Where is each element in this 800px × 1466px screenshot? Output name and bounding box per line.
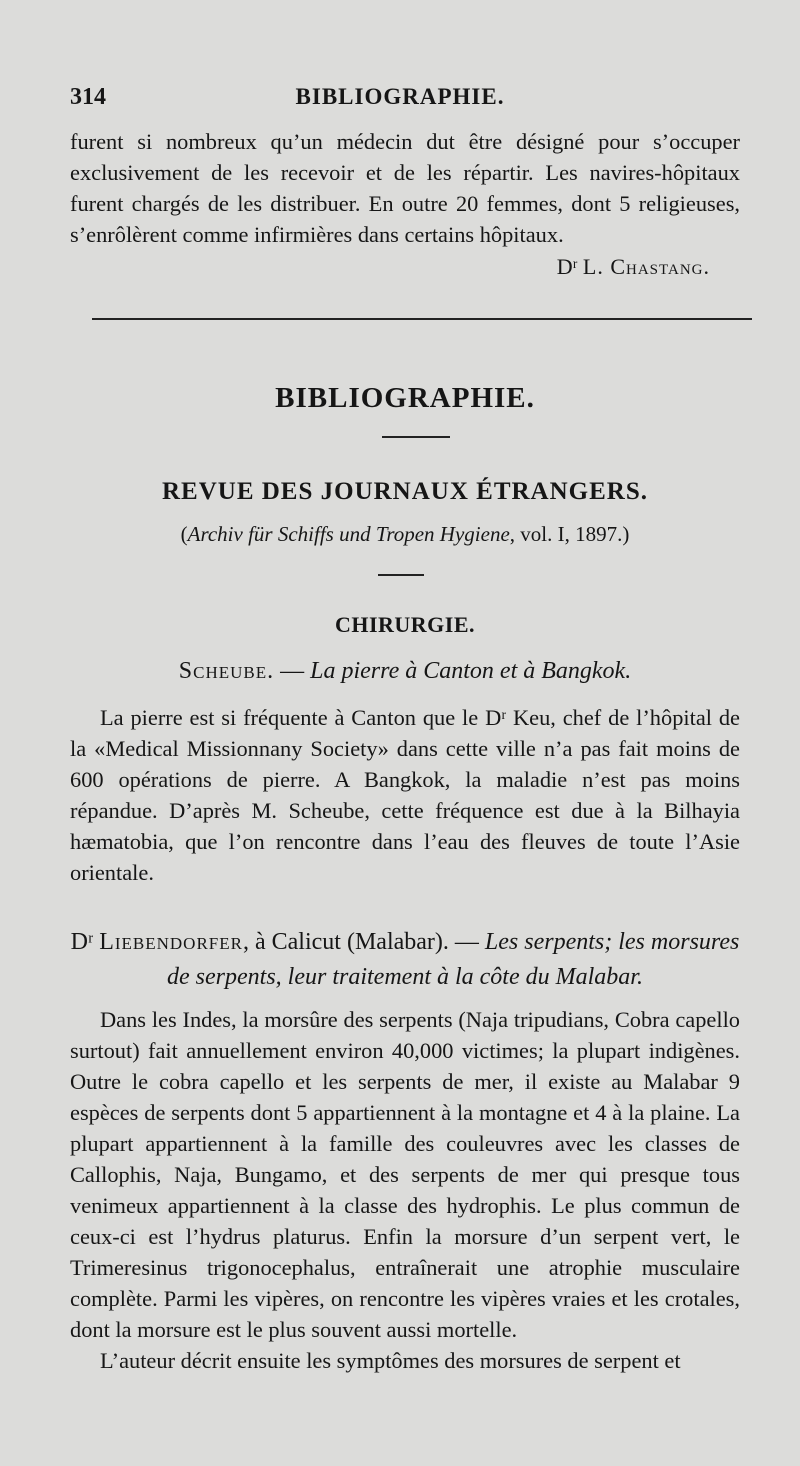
section-subtitle: REVUE DES JOURNAUX ÉTRANGERS. (161, 478, 648, 505)
article1-author: Scheube. (178, 658, 275, 684)
signature-name: L. Chastang. (582, 254, 710, 279)
source-short-rule (378, 574, 424, 576)
article2-title: Les serpents; les morsures de serpents, leur traitement à la côte du Malabar. (167, 929, 740, 990)
intro-paragraph: furent si nombreux qu’un médecin dut être désigné pour s’occuper exclusivement de les recevoir et de les répartir. Les navires-hôpitaux furent chargés de les distribuer. En outre 20 femmes, dont 5 religieuses, s’enrôlèrent comme infirmières dans certains hôpitaux. (70, 129, 740, 247)
section-divider-rule (92, 318, 752, 320)
article1-paragraph: La pierre est si fréquente à Canton que le Dʳ Keu, chef de l’hôpital de la «Medical Missionnany Society» dans cette ville n’a pas fait moins de 600 opérations de pierre. A Bangkok, la maladie n’est pas moins répandue. D’après M. Scheube, cette fréquence est due à la Bilhayia hæmatobia, que l’on rencontre dans l’eau des fleuves de toute l’Asie orientale. (70, 705, 740, 885)
source-journal: Archiv für Schiffs und Tropen Hygiene (187, 522, 510, 546)
category-heading: CHIRURGIE. (334, 612, 476, 637)
title-short-rule (382, 436, 450, 438)
signature (557, 254, 710, 280)
article2-paragraph-2: L’auteur décrit ensuite les symptômes des morsures de serpent et (100, 1348, 681, 1373)
article1-body (70, 702, 740, 888)
intro-paragraph-block (70, 126, 740, 250)
section-title: BIBLIOGRAPHIE. (275, 382, 535, 414)
article1-title: La pierre à Canton et à Bangkok. (310, 658, 632, 684)
source-rest: , vol. I, 1897.) (509, 522, 630, 546)
article1-heading (70, 658, 740, 685)
article1-dash: — (274, 658, 311, 684)
running-title: BIBLIOGRAPHIE. (295, 84, 505, 109)
source-open: ( (180, 522, 188, 546)
article2-paragraph-1: Dans les Indes, la morsûre des serpents (Naja tripudians, Cobra capello surtout) fait annuellement environ 40,000 victimes; la plupart indigènes. Outre le cobra capello et les serpents de mer, il existe au Malabar 9 espèces de serpents dont 5 appartiennent à la montagne et 4 à la plaine. La plupart appartiennent à la famille des couleuvres avec les classes de Callophis, Naja, Bungamo, et des serpents de mer qui presque tous venimeux appartiennent à la classe des hydrophis. Le plus commun de ceux-ci est l’hydrus platurus. Enfin la morsure d’un serpent vert, le Trimeresinus trigonocephalus, entraînerait une atrophie musculaire complète. Parmi les vipères, on rencontre les vipères vraies et les crotales, dont la morsure est le plus souvent aussi mortelle. (70, 1007, 740, 1342)
article2-author: Liebendorfer (99, 929, 243, 955)
signature-prefix: Dʳ (556, 254, 578, 279)
article2-place: , à Calicut (Malabar). — (242, 929, 485, 955)
page-header (70, 84, 730, 114)
article2-heading (70, 925, 740, 995)
page-number: 314 (70, 84, 106, 110)
article2-author-prefix: Dʳ (70, 929, 94, 955)
source-citation (70, 522, 740, 547)
article2-body (70, 1004, 740, 1376)
